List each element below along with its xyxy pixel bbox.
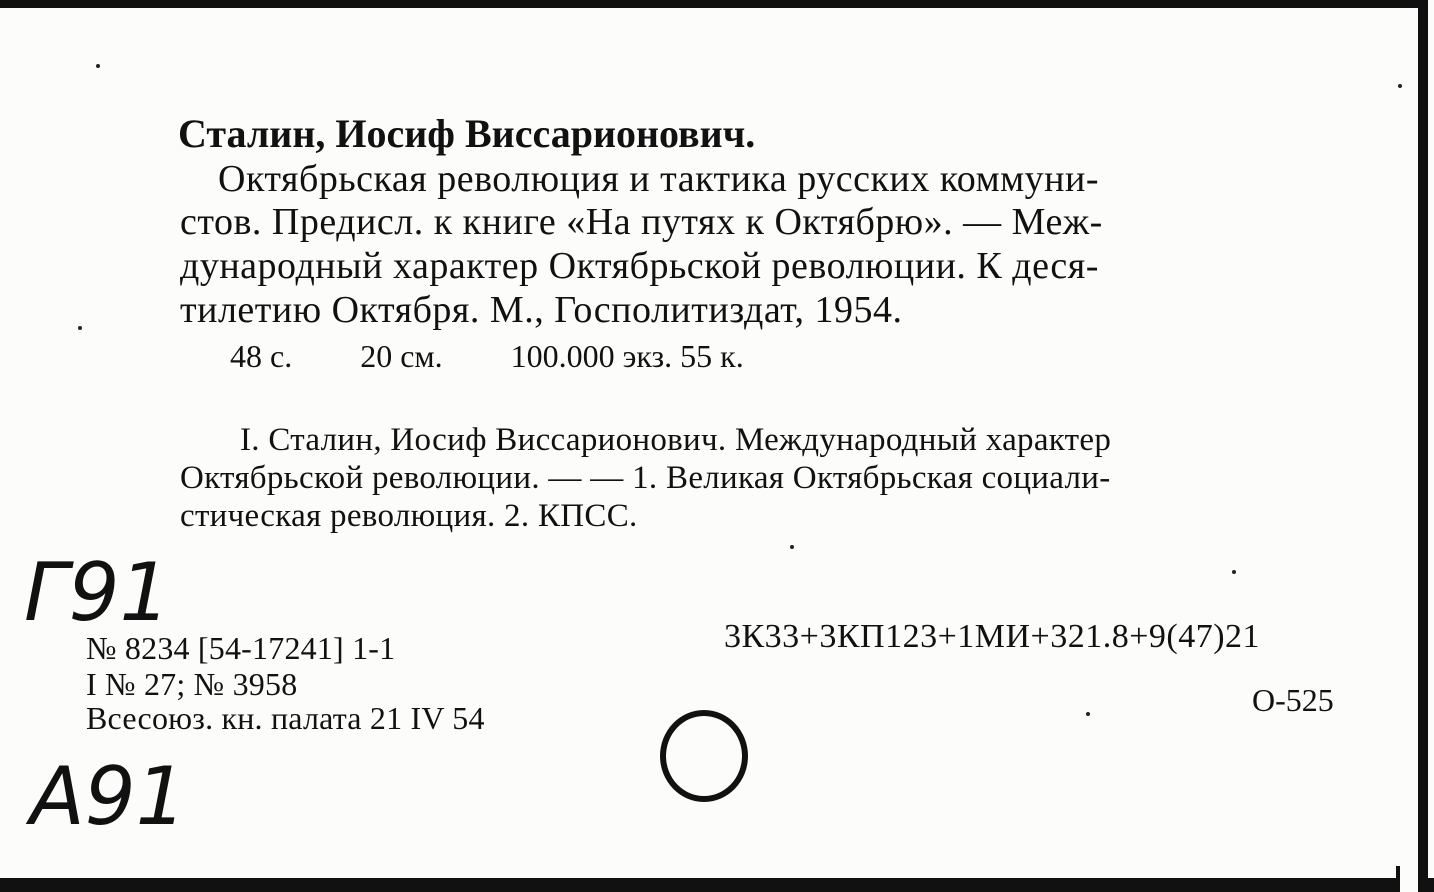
punch-hole (660, 710, 748, 802)
subject-line-1: I. Сталин, Иосиф Виссарионович. Международный характер (240, 422, 1112, 458)
collation-pages: 48 с. (230, 338, 293, 374)
handwritten-shelfmark-bottom: А91 (30, 750, 187, 843)
scan-speck (78, 326, 82, 330)
collation-size: 20 см. (360, 338, 443, 374)
card-corner-notch (1396, 866, 1418, 892)
title-line-3: дународный характер Октябрьской революции. К деся- (180, 245, 1099, 287)
collation-print-run: 100.000 экз. 55 к. (510, 338, 744, 374)
title-line-4: тилетию Октября. М., Госполитиздат, 1954. (180, 289, 903, 331)
card-border-top (0, 0, 1424, 8)
scan-speck (790, 545, 794, 549)
scan-speck (1086, 712, 1090, 716)
catalog-index: О-525 (1252, 682, 1334, 718)
subject-line-2: Октябрьской революции. — — 1. Великая Октябрьская социали- (180, 460, 1111, 496)
meta-line-3: Всесоюз. кн. палата 21 IV 54 (86, 700, 485, 736)
scan-speck (1398, 84, 1402, 88)
meta-line-2: I № 27; № 3958 (86, 666, 298, 702)
scan-speck (96, 64, 100, 68)
scan-speck (1232, 570, 1236, 574)
title-line-1: Октябрьская революция и тактика русских коммуни- (218, 158, 1099, 200)
collation (230, 340, 804, 372)
card-border-bottom (0, 878, 1434, 892)
card-border-right (1418, 0, 1428, 892)
subject-line-3: стическая революция. 2. КПСС. (180, 498, 638, 534)
handwritten-shelfmark-top: Г91 (24, 546, 171, 639)
classification-code: 3К33+3КП123+1МИ+321.8+9(47)21 (724, 618, 1261, 655)
author-heading: Сталин, Иосиф Виссарионович. (178, 111, 756, 156)
meta-line-1: № 8234 [54-17241] 1-1 (86, 630, 396, 666)
title-line-2: стов. Предисл. к книге «На путях к Октябрю». — Меж- (180, 201, 1103, 243)
